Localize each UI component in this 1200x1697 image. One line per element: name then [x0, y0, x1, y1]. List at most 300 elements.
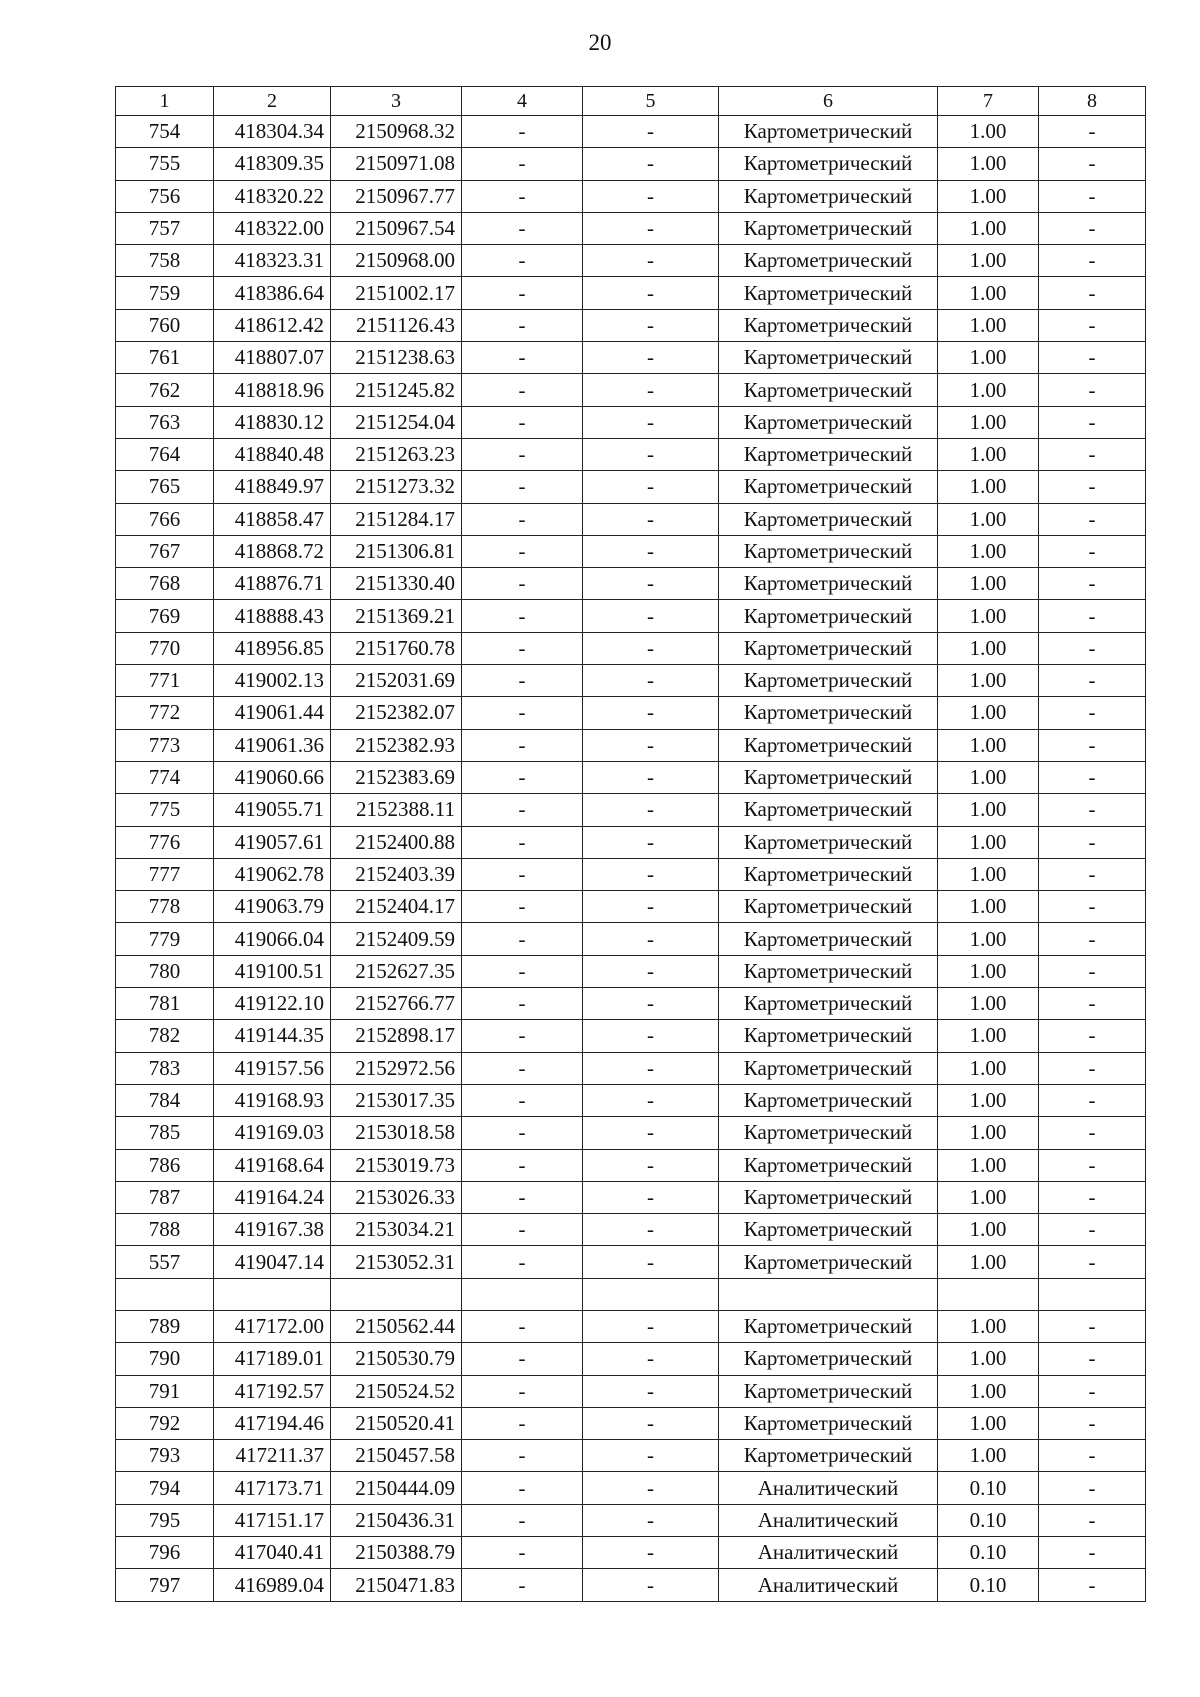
cell-x-coordinate: 418309.35 [214, 148, 331, 180]
cell-col5: - [583, 1375, 719, 1407]
cell-method: Картометрический [719, 1246, 938, 1278]
cell-accuracy: 1.00 [938, 180, 1039, 212]
cell-accuracy: 1.00 [938, 471, 1039, 503]
table-row [116, 212, 1146, 244]
cell-y-coordinate: 2152404.17 [331, 891, 462, 923]
cell-col4: - [462, 1149, 583, 1181]
cell-col4: - [462, 794, 583, 826]
cell-accuracy: 1.00 [938, 1052, 1039, 1084]
cell-y-coordinate: 2152031.69 [331, 665, 462, 697]
table-row [116, 665, 1146, 697]
cell-col4: - [462, 116, 583, 148]
cell-accuracy: 1.00 [938, 309, 1039, 341]
cell-accuracy: 1.00 [938, 665, 1039, 697]
cell-x-coordinate: 419055.71 [214, 794, 331, 826]
cell-y-coordinate: 2151002.17 [331, 277, 462, 309]
cell-col5: - [583, 1020, 719, 1052]
table-row [116, 1569, 1146, 1601]
cell-method: Картометрический [719, 438, 938, 470]
cell-x-coordinate: 418858.47 [214, 503, 331, 535]
cell-col5: - [583, 858, 719, 890]
cell-col8: - [1039, 1117, 1146, 1149]
cell-method: Картометрический [719, 503, 938, 535]
cell-col8: - [1039, 1181, 1146, 1213]
cell-point-number: 774 [116, 761, 214, 793]
cell-y-coordinate: 2152400.88 [331, 826, 462, 858]
cell-col4: - [462, 148, 583, 180]
cell-point-number: 795 [116, 1504, 214, 1536]
cell-x-coordinate: 418849.97 [214, 471, 331, 503]
cell-col4: - [462, 761, 583, 793]
cell-method: Картометрический [719, 342, 938, 374]
cell-point-number: 759 [116, 277, 214, 309]
cell-col8: - [1039, 1569, 1146, 1601]
cell-y-coordinate: 2150971.08 [331, 148, 462, 180]
cell-col8: - [1039, 245, 1146, 277]
cell-method: Картометрический [719, 471, 938, 503]
cell-col4: - [462, 1343, 583, 1375]
cell-col5: - [583, 180, 719, 212]
table-row [116, 1407, 1146, 1439]
cell-x-coordinate: 417189.01 [214, 1343, 331, 1375]
cell-y-coordinate: 2151245.82 [331, 374, 462, 406]
cell-x-coordinate [214, 1278, 331, 1310]
cell-point-number: 761 [116, 342, 214, 374]
cell-col8: - [1039, 1472, 1146, 1504]
table-row [116, 697, 1146, 729]
cell-point-number: 755 [116, 148, 214, 180]
cell-accuracy: 1.00 [938, 1407, 1039, 1439]
cell-method: Картометрический [719, 1440, 938, 1472]
cell-y-coordinate: 2152972.56 [331, 1052, 462, 1084]
cell-accuracy: 0.10 [938, 1472, 1039, 1504]
cell-x-coordinate: 418323.31 [214, 245, 331, 277]
cell-col5: - [583, 503, 719, 535]
cell-col8: - [1039, 406, 1146, 438]
table-row [116, 116, 1146, 148]
table-row [116, 568, 1146, 600]
cell-method: Картометрический [719, 632, 938, 664]
cell-y-coordinate: 2151238.63 [331, 342, 462, 374]
cell-point-number: 780 [116, 955, 214, 987]
cell-col5: - [583, 697, 719, 729]
cell-x-coordinate: 417211.37 [214, 1440, 331, 1472]
cell-col4: - [462, 245, 583, 277]
cell-method: Картометрический [719, 374, 938, 406]
cell-col4: - [462, 1504, 583, 1536]
cell-col5: - [583, 1569, 719, 1601]
cell-accuracy: 1.00 [938, 1440, 1039, 1472]
cell-y-coordinate: 2152409.59 [331, 923, 462, 955]
cell-accuracy: 1.00 [938, 826, 1039, 858]
cell-point-number: 781 [116, 988, 214, 1020]
cell-method: Картометрический [719, 794, 938, 826]
cell-method: Картометрический [719, 729, 938, 761]
cell-col5: - [583, 1504, 719, 1536]
cell-col5: - [583, 1084, 719, 1116]
cell-col8: - [1039, 1504, 1146, 1536]
cell-col5: - [583, 891, 719, 923]
cell-col5 [583, 1278, 719, 1310]
cell-col8: - [1039, 1214, 1146, 1246]
cell-y-coordinate: 2150520.41 [331, 1407, 462, 1439]
cell-col5: - [583, 342, 719, 374]
table-row [116, 955, 1146, 987]
cell-method: Картометрический [719, 1084, 938, 1116]
cell-method: Картометрический [719, 761, 938, 793]
cell-col4: - [462, 697, 583, 729]
cell-point-number: 754 [116, 116, 214, 148]
table-row [116, 1278, 1146, 1310]
cell-col4: - [462, 342, 583, 374]
cell-point-number: 786 [116, 1149, 214, 1181]
cell-col8: - [1039, 891, 1146, 923]
cell-col4: - [462, 826, 583, 858]
table-row [116, 1246, 1146, 1278]
cell-col5: - [583, 1440, 719, 1472]
cell-col5: - [583, 632, 719, 664]
cell-col4: - [462, 1246, 583, 1278]
cell-y-coordinate: 2152898.17 [331, 1020, 462, 1052]
cell-accuracy: 1.00 [938, 794, 1039, 826]
cell-col5: - [583, 406, 719, 438]
cell-accuracy: 1.00 [938, 438, 1039, 470]
cell-accuracy: 1.00 [938, 988, 1039, 1020]
cell-col4: - [462, 1407, 583, 1439]
cell-col8: - [1039, 1246, 1146, 1278]
cell-accuracy: 1.00 [938, 600, 1039, 632]
cell-col4: - [462, 568, 583, 600]
cell-y-coordinate: 2152388.11 [331, 794, 462, 826]
cell-accuracy: 1.00 [938, 632, 1039, 664]
cell-accuracy: 1.00 [938, 503, 1039, 535]
cell-x-coordinate: 419157.56 [214, 1052, 331, 1084]
cell-col4: - [462, 729, 583, 761]
cell-method: Аналитический [719, 1537, 938, 1569]
cell-point-number: 791 [116, 1375, 214, 1407]
cell-col4: - [462, 923, 583, 955]
cell-accuracy: 1.00 [938, 923, 1039, 955]
cell-method: Картометрический [719, 1181, 938, 1213]
cell-col8: - [1039, 1343, 1146, 1375]
cell-col8: - [1039, 568, 1146, 600]
column-header-8: 8 [1039, 87, 1146, 116]
table-row [116, 1375, 1146, 1407]
table-body [116, 116, 1146, 1602]
cell-y-coordinate: 2151263.23 [331, 438, 462, 470]
cell-col8: - [1039, 826, 1146, 858]
cell-x-coordinate: 419061.44 [214, 697, 331, 729]
cell-col4: - [462, 1084, 583, 1116]
cell-accuracy: 0.10 [938, 1569, 1039, 1601]
cell-col5: - [583, 1052, 719, 1084]
cell-col5: - [583, 1117, 719, 1149]
cell-method: Аналитический [719, 1569, 938, 1601]
cell-col5: - [583, 826, 719, 858]
table-row [116, 794, 1146, 826]
table-row [116, 1214, 1146, 1246]
cell-accuracy: 0.10 [938, 1537, 1039, 1569]
cell-col5: - [583, 309, 719, 341]
cell-col4 [462, 1278, 583, 1310]
cell-accuracy: 1.00 [938, 1149, 1039, 1181]
cell-col4: - [462, 503, 583, 535]
cell-point-number: 765 [116, 471, 214, 503]
cell-col8: - [1039, 1440, 1146, 1472]
table-row [116, 535, 1146, 567]
column-header-3: 3 [331, 87, 462, 116]
cell-method: Картометрический [719, 858, 938, 890]
cell-method: Картометрический [719, 988, 938, 1020]
cell-x-coordinate: 419062.78 [214, 858, 331, 890]
cell-y-coordinate: 2152403.39 [331, 858, 462, 890]
cell-col4: - [462, 1569, 583, 1601]
cell-col5: - [583, 665, 719, 697]
table-row [116, 826, 1146, 858]
cell-accuracy: 1.00 [938, 406, 1039, 438]
cell-col8: - [1039, 988, 1146, 1020]
table-row [116, 729, 1146, 761]
cell-x-coordinate: 418830.12 [214, 406, 331, 438]
cell-point-number: 772 [116, 697, 214, 729]
column-header-2: 2 [214, 87, 331, 116]
page-number: 20 [588, 30, 612, 55]
cell-method: Картометрический [719, 665, 938, 697]
cell-point-number: 796 [116, 1537, 214, 1569]
cell-y-coordinate: 2150524.52 [331, 1375, 462, 1407]
cell-accuracy: 1.00 [938, 729, 1039, 761]
cell-col8: - [1039, 180, 1146, 212]
cell-point-number: 766 [116, 503, 214, 535]
cell-x-coordinate: 419100.51 [214, 955, 331, 987]
cell-y-coordinate: 2150967.54 [331, 212, 462, 244]
cell-col5: - [583, 988, 719, 1020]
cell-col8: - [1039, 1375, 1146, 1407]
table-row [116, 632, 1146, 664]
cell-accuracy: 1.00 [938, 1117, 1039, 1149]
cell-point-number: 760 [116, 309, 214, 341]
cell-col8: - [1039, 794, 1146, 826]
cell-col8: - [1039, 374, 1146, 406]
cell-y-coordinate: 2150968.00 [331, 245, 462, 277]
cell-y-coordinate: 2151369.21 [331, 600, 462, 632]
cell-col5: - [583, 1407, 719, 1439]
cell-y-coordinate: 2151330.40 [331, 568, 462, 600]
cell-x-coordinate: 417194.46 [214, 1407, 331, 1439]
cell-x-coordinate: 417173.71 [214, 1472, 331, 1504]
table-row [116, 761, 1146, 793]
cell-method: Картометрический [719, 1052, 938, 1084]
cell-point-number: 762 [116, 374, 214, 406]
coordinates-table [115, 86, 1146, 1602]
table-row [116, 600, 1146, 632]
cell-method: Картометрический [719, 406, 938, 438]
table-row [116, 1052, 1146, 1084]
cell-accuracy: 1.00 [938, 1214, 1039, 1246]
cell-point-number: 773 [116, 729, 214, 761]
cell-col5: - [583, 761, 719, 793]
cell-accuracy: 1.00 [938, 374, 1039, 406]
cell-col5: - [583, 1214, 719, 1246]
cell-point-number: 768 [116, 568, 214, 600]
cell-col8: - [1039, 535, 1146, 567]
column-header-6: 6 [719, 87, 938, 116]
cell-col8: - [1039, 761, 1146, 793]
cell-y-coordinate: 2151126.43 [331, 309, 462, 341]
cell-x-coordinate: 418888.43 [214, 600, 331, 632]
cell-method: Картометрический [719, 148, 938, 180]
cell-accuracy: 1.00 [938, 1020, 1039, 1052]
table-row [116, 374, 1146, 406]
cell-method: Картометрический [719, 697, 938, 729]
cell-method: Картометрический [719, 212, 938, 244]
cell-col4: - [462, 374, 583, 406]
cell-col8: - [1039, 600, 1146, 632]
cell-method: Картометрический [719, 955, 938, 987]
cell-col8: - [1039, 665, 1146, 697]
cell-y-coordinate: 2150388.79 [331, 1537, 462, 1569]
cell-col5: - [583, 245, 719, 277]
cell-col4: - [462, 1440, 583, 1472]
cell-point-number: 767 [116, 535, 214, 567]
table-row [116, 180, 1146, 212]
cell-col5: - [583, 1181, 719, 1213]
cell-x-coordinate: 418956.85 [214, 632, 331, 664]
cell-col8: - [1039, 342, 1146, 374]
cell-accuracy: 1.00 [938, 245, 1039, 277]
cell-col8: - [1039, 438, 1146, 470]
cell-col5: - [583, 600, 719, 632]
cell-col5: - [583, 148, 719, 180]
cell-col8: - [1039, 1407, 1146, 1439]
cell-y-coordinate: 2151284.17 [331, 503, 462, 535]
cell-point-number: 778 [116, 891, 214, 923]
cell-accuracy: 1.00 [938, 891, 1039, 923]
table-row [116, 148, 1146, 180]
cell-accuracy [938, 1278, 1039, 1310]
cell-col4: - [462, 180, 583, 212]
cell-point-number: 764 [116, 438, 214, 470]
cell-col4: - [462, 891, 583, 923]
cell-method [719, 1278, 938, 1310]
cell-col8: - [1039, 632, 1146, 664]
cell-x-coordinate: 417040.41 [214, 1537, 331, 1569]
cell-col8: - [1039, 1310, 1146, 1342]
cell-col5: - [583, 568, 719, 600]
cell-method: Картометрический [719, 116, 938, 148]
cell-col4: - [462, 309, 583, 341]
cell-method: Картометрический [719, 1214, 938, 1246]
column-header-7: 7 [938, 87, 1039, 116]
cell-col8: - [1039, 858, 1146, 890]
cell-x-coordinate: 417172.00 [214, 1310, 331, 1342]
cell-x-coordinate: 419122.10 [214, 988, 331, 1020]
cell-method: Картометрический [719, 568, 938, 600]
cell-col5: - [583, 1149, 719, 1181]
cell-col5: - [583, 212, 719, 244]
table-row [116, 1149, 1146, 1181]
cell-point-number: 782 [116, 1020, 214, 1052]
cell-method: Картометрический [719, 1343, 938, 1375]
cell-y-coordinate: 2153026.33 [331, 1181, 462, 1213]
cell-col8: - [1039, 923, 1146, 955]
cell-x-coordinate: 418320.22 [214, 180, 331, 212]
cell-col8: - [1039, 309, 1146, 341]
cell-y-coordinate: 2151254.04 [331, 406, 462, 438]
cell-col4: - [462, 600, 583, 632]
cell-method: Картометрический [719, 600, 938, 632]
cell-x-coordinate: 419057.61 [214, 826, 331, 858]
cell-accuracy: 1.00 [938, 568, 1039, 600]
cell-point-number: 788 [116, 1214, 214, 1246]
cell-col4: - [462, 212, 583, 244]
table-row [116, 1343, 1146, 1375]
cell-point-number: 785 [116, 1117, 214, 1149]
cell-x-coordinate: 418868.72 [214, 535, 331, 567]
cell-y-coordinate: 2152382.93 [331, 729, 462, 761]
cell-x-coordinate: 419144.35 [214, 1020, 331, 1052]
table-row [116, 342, 1146, 374]
cell-point-number: 770 [116, 632, 214, 664]
column-header-1: 1 [116, 87, 214, 116]
cell-accuracy: 1.00 [938, 1246, 1039, 1278]
cell-method: Картометрический [719, 826, 938, 858]
cell-x-coordinate: 419002.13 [214, 665, 331, 697]
cell-x-coordinate: 417151.17 [214, 1504, 331, 1536]
cell-point-number: 775 [116, 794, 214, 826]
cell-col8: - [1039, 697, 1146, 729]
cell-col8: - [1039, 1537, 1146, 1569]
table-row [116, 1440, 1146, 1472]
cell-method: Картометрический [719, 535, 938, 567]
cell-col8: - [1039, 116, 1146, 148]
cell-point-number: 784 [116, 1084, 214, 1116]
cell-y-coordinate: 2150530.79 [331, 1343, 462, 1375]
cell-point-number: 769 [116, 600, 214, 632]
cell-x-coordinate: 418840.48 [214, 438, 331, 470]
cell-x-coordinate: 416989.04 [214, 1569, 331, 1601]
cell-col8: - [1039, 148, 1146, 180]
cell-col5: - [583, 535, 719, 567]
cell-y-coordinate: 2152766.77 [331, 988, 462, 1020]
cell-point-number: 794 [116, 1472, 214, 1504]
cell-accuracy: 1.00 [938, 212, 1039, 244]
cell-y-coordinate: 2152382.07 [331, 697, 462, 729]
cell-col4: - [462, 632, 583, 664]
cell-point-number: 783 [116, 1052, 214, 1084]
cell-y-coordinate: 2150968.32 [331, 116, 462, 148]
cell-point-number: 757 [116, 212, 214, 244]
cell-method: Картометрический [719, 245, 938, 277]
cell-col5: - [583, 729, 719, 761]
table-row [116, 1020, 1146, 1052]
table-row [116, 503, 1146, 535]
cell-y-coordinate: 2153034.21 [331, 1214, 462, 1246]
cell-method: Картометрический [719, 1149, 938, 1181]
cell-col4: - [462, 471, 583, 503]
cell-point-number: 776 [116, 826, 214, 858]
cell-y-coordinate: 2150562.44 [331, 1310, 462, 1342]
cell-col5: - [583, 1537, 719, 1569]
cell-col5: - [583, 955, 719, 987]
cell-x-coordinate: 419060.66 [214, 761, 331, 793]
cell-col8: - [1039, 1149, 1146, 1181]
cell-x-coordinate: 417192.57 [214, 1375, 331, 1407]
table-row [116, 923, 1146, 955]
cell-accuracy: 1.00 [938, 535, 1039, 567]
cell-col8 [1039, 1278, 1146, 1310]
cell-col4: - [462, 277, 583, 309]
